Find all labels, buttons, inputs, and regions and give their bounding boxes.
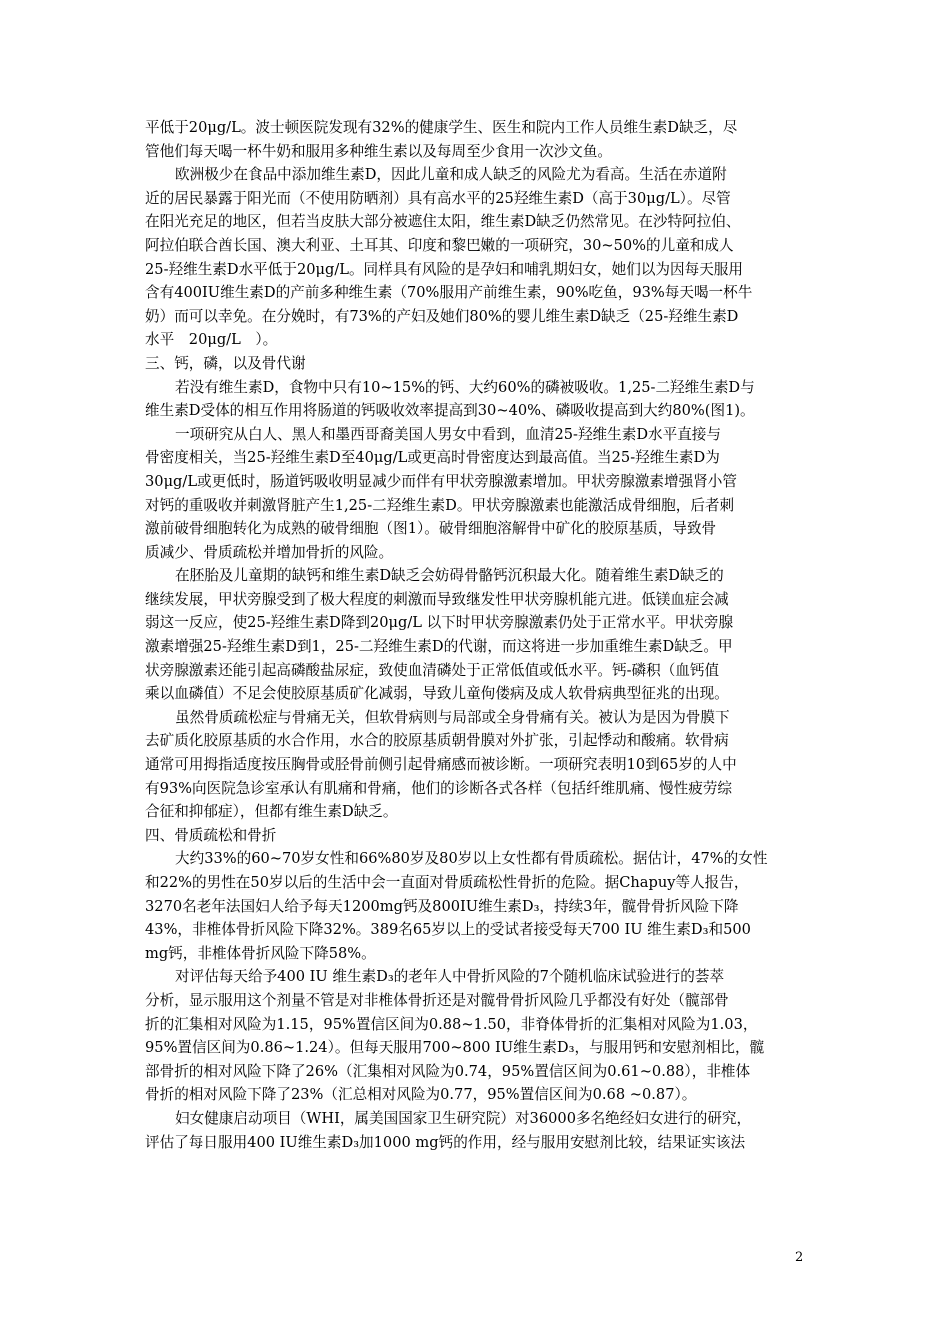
text-line: 合征和抑郁症），但都有维生素D缺乏。	[145, 803, 398, 821]
text-line: 评估了每日服用400 IU维生素D₃加1000 mg钙的作用，经与服用安慰剂比较，结果证实该法	[145, 1133, 746, 1151]
text-line: 在胚胎及儿童期的缺钙和维生素D缺乏会妨碍骨骼钙沉积最大化。随着维生素D缺乏的	[175, 567, 724, 585]
text-line: 对钙的重吸收并刺激肾脏产生1,25-二羟维生素D。甲状旁腺激素也能激活成骨细胞，后者刺	[145, 496, 735, 514]
text-line: 43%，非椎体骨折风险下降32%。389名65岁以上的受试者接受每天700 IU 维生素D₃和500	[145, 921, 751, 939]
text-line: 三、钙，磷，以及骨代谢	[145, 354, 306, 372]
text-line: 虽然骨质疏松症与骨痛无关，但软骨病则与局部或全身骨痛有关。被认为是因为骨膜下	[175, 708, 730, 726]
text-line: 近的居民暴露于阳光而（不使用防晒剂）具有高水平的25羟维生素D（高于30μg/L）。尽管	[145, 189, 731, 207]
text-line: 若没有维生素D，食物中只有10~15%的钙、大约60%的磷被吸收。1,25-二羟维生素D与	[175, 378, 755, 396]
text-line: 乘以血磷值）不足会使胶原基质矿化减弱，导致儿童佝偻病及成人软骨病典型征兆的出现。	[145, 685, 729, 703]
text-line: 欧洲极少在食品中添加维生素D，因此儿童和成人缺乏的风险尤为看高。生活在赤道附	[175, 166, 727, 184]
text-line: 骨密度相关，当25-羟维生素D至40μg/L或更高时骨密度达到最高值。当25-羟维生素D为	[145, 449, 720, 467]
text-line: 和22%的男性在50岁以后的生活中会一直面对骨质疏松性骨折的危险。据Chapuy等人报告，	[145, 874, 749, 891]
text-line: 四、骨质疏松和骨折	[145, 826, 277, 844]
text-line: 对评估每天给予400 IU 维生素D₃的老年人中骨折风险的7个随机临床试验进行的荟萃	[175, 968, 725, 986]
text-line: mg钙，非椎体骨折风险下降58%。	[145, 944, 376, 962]
text-line: 质减少、骨质疏松并增加骨折的风险。	[145, 543, 394, 561]
text-line: 妇女健康启动项目（WHI，属美国国家卫生研究院）对36000多名绝经妇女进行的研究，	[175, 1109, 752, 1127]
text-line: 部骨折的相对风险下降了26%（汇集相对风险为0.74，95%置信区间为0.61~0.88），非椎体	[145, 1062, 751, 1080]
text-line: 25-羟维生素D水平低于20μg/L。同样具有风险的是孕妇和哺乳期妇女，她们以为因每天服用	[145, 260, 743, 278]
text-line: 激前破骨细胞转化为成熟的破骨细胞（图1）。破骨细胞溶解骨中矿化的胶原基质，导致骨	[145, 520, 717, 538]
text-line: 在阳光充足的地区，但若当皮肤大部分被遮住太阳，维生素D缺乏仍然常见。在沙特阿拉伯、	[145, 213, 741, 231]
text-line: 维生素D受体的相互作用将肠道的钙吸收效率提高到30~40%、磷吸收提高到大约80%(图1)。	[145, 402, 755, 420]
text-line: 95%置信区间为0.86~1.24）。但每天服用700~800 IU维生素D₃，与服用钙和安慰剂相比，髋	[145, 1039, 765, 1057]
text-line: 通常可用拇指适度按压胸骨或胫骨前侧引起骨痛感而被诊断。一项研究表明10到65岁的人中	[145, 756, 737, 774]
text-line: 奶）而可以幸免。在分娩时，有73%的产妇及她们80%的婴儿维生素D缺乏（25-羟维生素D	[145, 307, 739, 325]
text-line: 弱这一反应，使25-羟维生素D降到20μg/L 以下时甲状旁腺激素仍处于正常水平。甲状旁腺	[145, 614, 734, 632]
text-line: 分析，显示服用这个剂量不管是对非椎体骨折还是对髋骨骨折风险几乎都没有好处（髋部骨	[145, 991, 729, 1009]
text-line: 水平 20μg/L ）。	[145, 331, 278, 349]
body-text	[145, 116, 809, 1154]
text-line: 继续发展，甲状旁腺受到了极大程度的刺激而导致继发性甲状旁腺机能亢进。低镁血症会减	[145, 590, 729, 608]
text-line: 有93%向医院急诊室承认有肌痛和骨痛，他们的诊断各式各样（包括纤维肌痛、慢性疲劳综	[145, 779, 733, 797]
text-line: 管他们每天喝一杯牛奶和服用多种维生素以及每周至少食用一次沙文鱼。	[145, 142, 613, 160]
text-line: 去矿质化胶原基质的水合作用，水合的胶原基质朝骨膜对外扩张，引起悸动和酸痛。软骨病	[145, 732, 729, 750]
text-line: 3270名老年法国妇人给予每天1200mg钙及800IU维生素D₃，持续3年，髋骨骨折风险下降	[145, 897, 739, 915]
text-line: 激素增强25-羟维生素D到1，25-二羟维生素D的代谢，而这将进一步加重维生素D缺乏。甲	[145, 638, 733, 656]
text-line: 骨折的相对风险下降了23%（汇总相对风险为0.77，95%置信区间为0.68 ~0.87）。	[145, 1086, 697, 1104]
text-line: 30μg/L或更低时，肠道钙吸收明显减少而伴有甲状旁腺激素增加。甲状旁腺激素增强肾小管	[145, 472, 737, 490]
text-line: 大约33%的60~70岁女性和66%80岁及80岁以上女性都有骨质疏松。据估计，47%的女性	[175, 850, 768, 868]
text-line: 一项研究从白人、黑人和墨西哥裔美国人男女中看到，血清25-羟维生素D水平直接与	[175, 425, 721, 443]
text-line: 阿拉伯联合酋长国、澳大利亚、土耳其、印度和黎巴嫩的一项研究，30~50%的儿童和成人	[145, 236, 734, 254]
text-line: 折的汇集相对风险为1.15，95%置信区间为0.88~1.50，非脊体骨折的汇集相对风险为1.03，	[145, 1015, 758, 1033]
text-line: 平低于20μg/L。波士顿医院发现有32%的健康学生、医生和院内工作人员维生素D缺乏，尽	[145, 119, 738, 136]
text-line: 含有400IU维生素D的产前多种维生素（70%服用产前维生素，90%吃鱼，93%每天喝一杯牛	[145, 284, 753, 302]
text-line: 状旁腺激素还能引起高磷酸盐尿症，致使血清磷处于正常低值或低水平。钙-磷积（血钙值	[145, 661, 720, 679]
page-number: 2	[795, 1250, 804, 1265]
